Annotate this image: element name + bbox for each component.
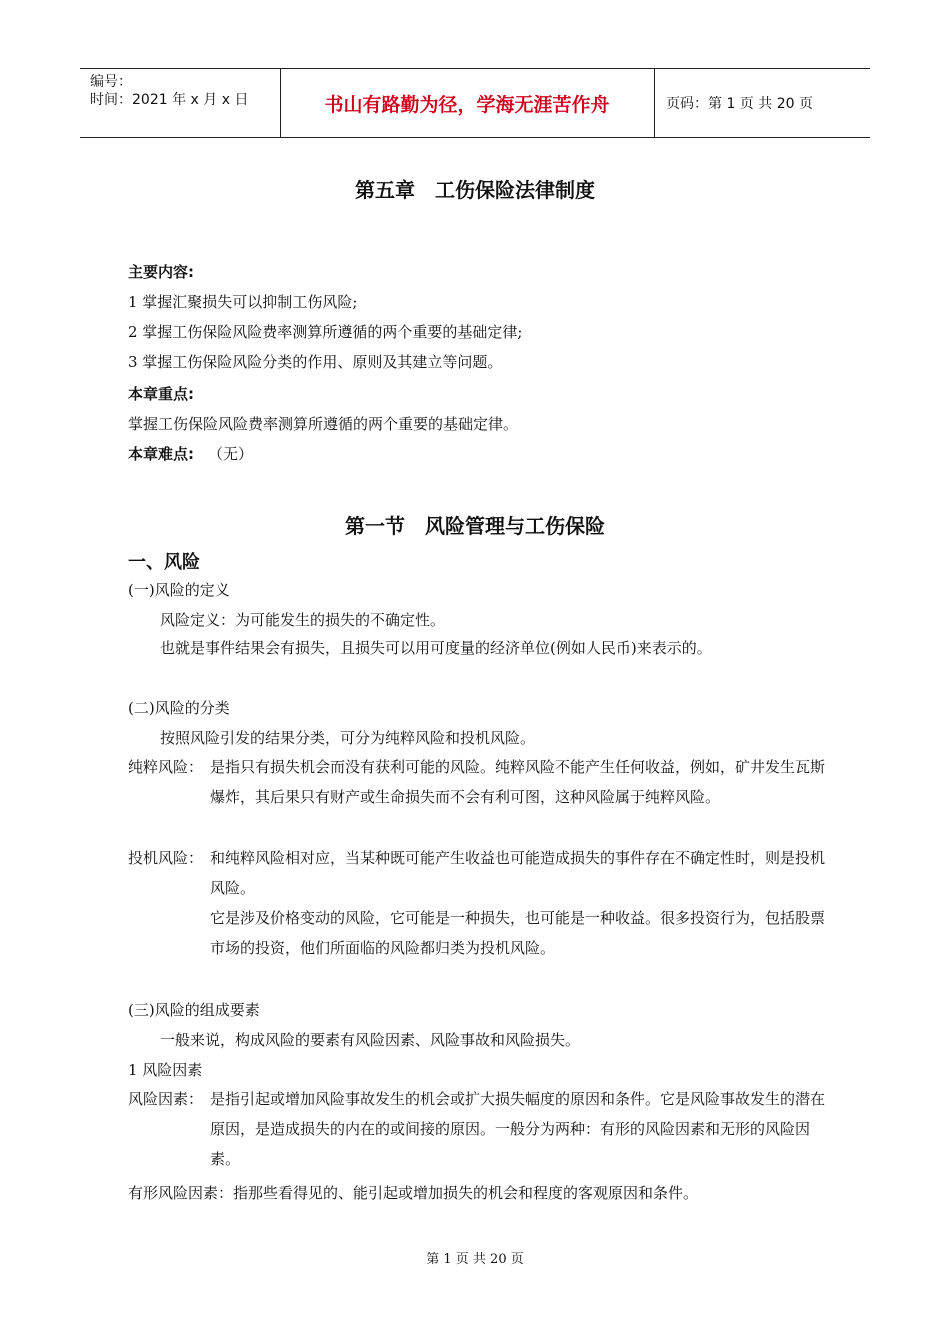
subsection-title: 一、风险 [128,552,200,573]
time-label: 时间：2021 年 x 月 x 日 [90,92,249,108]
definition-label: 投机风险： [128,849,204,867]
chapter-title: 第五章 工伤保险法律制度 [355,178,595,202]
definition-label: 风险因素： [128,1090,204,1108]
definition-speculative-risk [128,843,838,963]
paragraph-line: 一般来说，构成风险的要素有风险因素、风险事故和风险损失。 [160,1031,581,1049]
difficulty-line [128,444,253,464]
header-motto: 书山有路勤为径，学海无涯苦作舟 [324,93,610,116]
definition-risk-factor [128,1084,838,1174]
definition-text: 和纯粹风险相对应，当某种既可能产生收益也可能造成损失的事件存在不确定性时，则是投机风险。 [210,849,826,897]
overview-item: 1 掌握汇聚损失可以抑制工伤风险; [128,293,358,311]
page-footer: 第 1 页 共 20 页 [426,1252,524,1267]
number-label: 编号： [90,74,132,90]
definition-label: 纯粹风险： [128,758,204,776]
definition-text: 是指只有损失机会而没有获利可能的风险。纯粹风险不能产生任何收益，例如，矿井发生瓦斯爆炸，其后果只有财产或生命损失而不会有利可图，这种风险属于纯粹风险。 [210,758,826,806]
paragraph-line: 按照风险引发的结果分类，可分为纯粹风险和投机风险。 [160,729,536,747]
main-content-label: 主要内容: [128,263,194,281]
paragraph-line: 也就是事件结果会有损失，且损失可以用可度量的经济单位(例如人民币)来表示的。 [160,639,712,657]
definition-label: 有形风险因素： [128,1184,234,1202]
tangible-factor-line [128,1183,698,1203]
part-heading: (三)风险的组成要素 [128,1001,260,1019]
part-heading: (二)风险的分类 [128,699,230,717]
definition-text: 是指引起或增加风险事故发生的机会或扩大损失幅度的原因和条件。它是风险事故发生的潜在原因，是造成损失的内在的或间接的原因。一般分为两种：有形的风险因素和无形的风险因素。 [210,1090,826,1168]
difficulty-label: 本章难点: [128,445,194,463]
difficulty-value: （无） [208,445,254,463]
part-heading: (一)风险的定义 [128,581,230,599]
focus-text: 掌握工伤保险风险费率测算所遵循的两个重要的基础定律。 [128,415,519,433]
definition-text: 指那些看得见的、能引起或增加损失的机会和程度的客观原因和条件。 [233,1184,699,1202]
overview-item: 2 掌握工伤保险风险费率测算所遵循的两个重要的基础定律; [128,323,523,341]
sub-heading: 1 风险因素 [128,1061,203,1079]
document-header [80,68,870,138]
header-page-info: 页码：第 1 页 共 20 页 [666,96,813,112]
definition-text: 它是涉及价格变动的风险，它可能是一种损失，也可能是一种收益。很多投资行为，包括股票市场的投资，他们所面临的风险都归类为投机风险。 [210,909,826,957]
definition-pure-risk [128,752,838,812]
section-title: 第一节 风险管理与工伤保险 [345,514,605,538]
header-meta [80,69,280,137]
paragraph-line: 风险定义：为可能发生的损失的不确定性。 [160,611,446,629]
overview-item: 3 掌握工伤保险风险分类的作用、原则及其建立等问题。 [128,353,503,371]
focus-label: 本章重点: [128,385,194,403]
